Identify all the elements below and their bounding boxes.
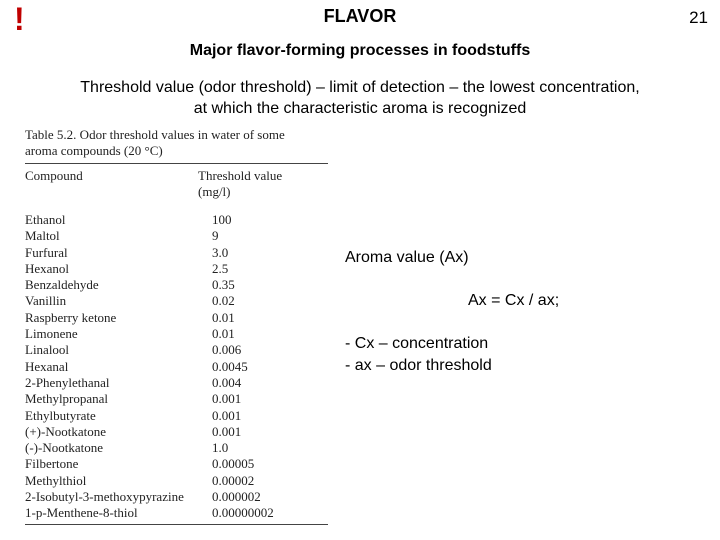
cell-threshold: 3.0 [212,244,229,260]
cell-threshold: 2.5 [212,260,229,276]
cell-compound: Methylthiol [25,472,87,488]
cell-compound: (+)-Nootkatone [25,423,106,439]
table-body [25,212,328,522]
cell-compound: Furfural [25,244,68,260]
aroma-value-heading: Aroma value (Ax) [345,249,469,266]
page-number: 21 [689,8,708,27]
table-row [25,424,328,440]
slide-title: FLAVOR [323,6,397,26]
cell-compound: Filbertone [25,456,79,472]
cell-threshold: 0.35 [212,277,235,293]
cell-threshold: 0.001 [212,407,242,423]
cell-compound: Methylpropanal [25,391,109,407]
threshold-line-1: Threshold value (odor threshold) – limit of detection – the lowest concentration, [80,79,640,96]
cell-compound: Hexanol [25,260,70,276]
cell-threshold: 0.02 [212,293,235,309]
column-header-threshold-line-1: Threshold value [198,168,283,183]
cell-threshold: 0.00000002 [212,505,274,521]
table-row [25,293,328,309]
cell-threshold: 0.00005 [212,456,255,472]
cell-compound: Maltol [25,228,60,244]
definition-cx: - Cx – concentration [345,335,489,352]
table-row [25,505,328,521]
table-row [25,359,328,375]
cell-threshold: 0.00002 [212,472,255,488]
cell-compound: Linalool [25,342,70,358]
cell-compound: (-)-Nootkatone [25,440,103,456]
cell-threshold: 0.001 [212,391,242,407]
table-row [25,440,328,456]
definition-ax: - ax – odor threshold [345,357,492,374]
exclamation-mark-icon: ! [14,1,25,37]
table-row [25,245,328,261]
cell-compound: Ethylbutyrate [25,407,96,423]
cell-threshold: 1.0 [212,440,229,456]
cell-compound: Raspberry ketone [25,309,117,325]
table-caption-line-1: Table 5.2. Odor threshold values in water of some [25,127,285,142]
column-header-compound: Compound [25,168,83,183]
table-row [25,456,328,472]
cell-threshold: 0.01 [212,309,235,325]
table-row [25,310,328,326]
threshold-line-2: at which the characteristic aroma is recognized [193,100,527,117]
table-row [25,391,328,407]
table-row [25,326,328,342]
table-header [25,164,328,212]
cell-threshold: 0.001 [212,423,242,439]
table-row [25,212,328,228]
cell-compound: 2-Phenylethanal [25,374,110,390]
table-row [25,277,328,293]
cell-compound: Benzaldehyde [25,277,99,293]
table-row [25,489,328,505]
column-header-threshold-line-2: (mg/l) [198,184,231,199]
aroma-formula: Ax = Cx / ax; [468,292,560,309]
odor-threshold-table [25,127,328,525]
cell-compound: Ethanol [25,212,66,227]
table-row [25,342,328,358]
cell-threshold: 0.000002 [212,489,261,505]
table-row [25,261,328,277]
column-header-threshold [198,168,328,200]
cell-threshold: 0.0045 [212,358,248,374]
cell-threshold: 0.004 [212,374,242,390]
table-row [25,473,328,489]
cell-compound: 1-p-Menthene-8-thiol [25,505,138,521]
table-row [25,408,328,424]
slide-subtitle: Major flavor-forming processes in foodstuffs [189,42,531,59]
table-caption-line-2: aroma compounds (20 °C) [25,143,163,158]
threshold-definition [0,77,720,119]
cell-compound: Limonene [25,326,78,342]
cell-compound: 2-Isobutyl-3-methoxypyrazine [25,489,184,505]
cell-threshold: 0.006 [212,342,242,358]
table-bottom-rule [25,524,328,525]
table-row [25,228,328,244]
cell-threshold: 9 [212,228,219,244]
table-row [25,375,328,391]
cell-threshold: 0.01 [212,326,235,342]
cell-compound: Hexanal [25,358,69,374]
table-caption [25,127,328,159]
cell-compound: Vanillin [25,293,67,309]
cell-threshold: 100 [212,212,232,227]
